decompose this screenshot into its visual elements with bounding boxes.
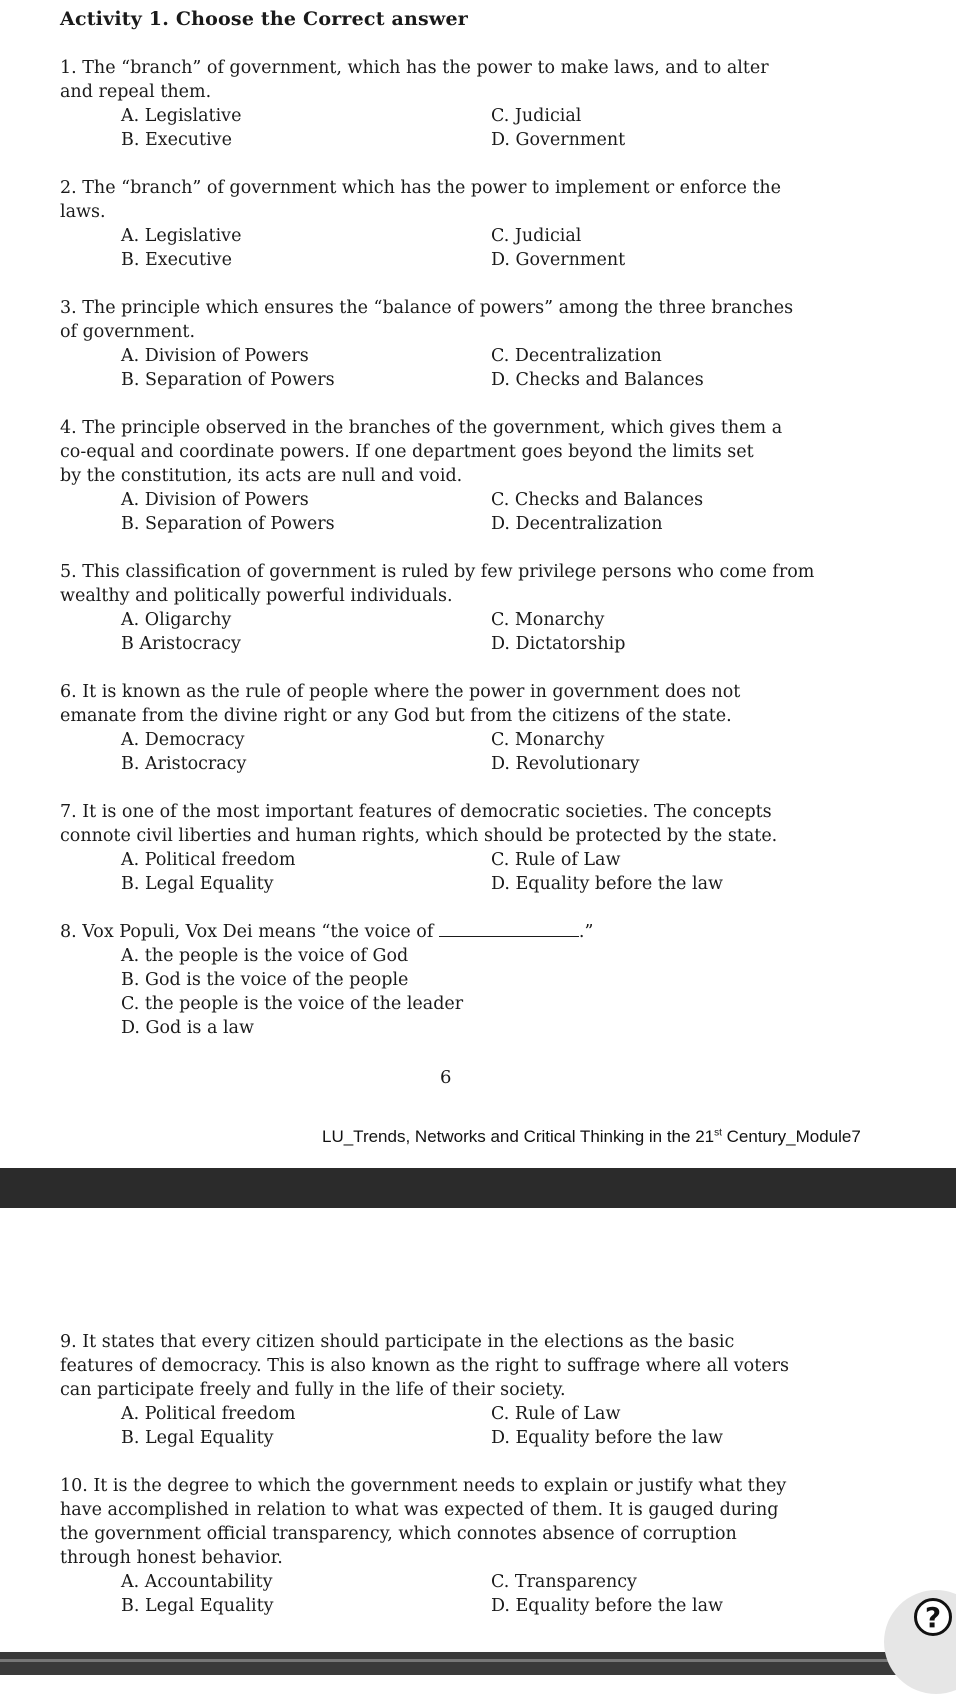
footer-text-after: Century_Module7 (721, 1127, 861, 1146)
choice-c: C. Transparency (491, 1572, 637, 1592)
choice-d: D. Decentralization (491, 514, 663, 534)
choice-b: B Aristocracy (121, 634, 241, 654)
question-6 (60, 680, 850, 776)
choice-b: B. God is the voice of the people (121, 970, 409, 990)
answer-blank[interactable] (439, 922, 579, 937)
question-text: 9. It states that every citizen should participate in the elections as the basic features of democracy. This is also known as the right to suffrage where all voters can participate freely and fully in the life of their society. (60, 1332, 789, 1400)
choices (60, 944, 850, 1040)
question-1 (60, 56, 850, 152)
choice-b: B. Separation of Powers (121, 514, 335, 534)
activity-title: Activity 1. Choose the Correct answer (60, 8, 468, 30)
choices (60, 848, 850, 896)
question-text: 3. The principle which ensures the “balance of powers” among the three branches of government. (60, 298, 794, 342)
question-5 (60, 560, 850, 656)
choice-d: D. Equality before the law (491, 874, 723, 894)
choice-b: B. Legal Equality (121, 1596, 274, 1616)
question-9 (60, 1330, 850, 1450)
choice-b: B. Aristocracy (121, 754, 247, 774)
question-text: 7. It is one of the most important features of democratic societies. The concepts connote civil liberties and human rights, which should be protected by the state. (60, 802, 778, 846)
question-10 (60, 1474, 850, 1618)
question-text: 2. The “branch” of government which has the power to implement or enforce the laws. (60, 178, 782, 222)
choice-a: A. Legislative (121, 226, 242, 246)
choice-d: D. Equality before the law (491, 1428, 723, 1448)
choices (60, 728, 850, 776)
choice-b: B. Legal Equality (121, 1428, 274, 1448)
choice-a: A. Oligarchy (121, 610, 232, 630)
footer-text-before: LU_Trends, Networks and Critical Thinking in the 21 (322, 1127, 715, 1146)
choice-a: A. the people is the voice of God (121, 946, 409, 966)
choice-c: C. Monarchy (491, 730, 605, 750)
choices (60, 1570, 850, 1618)
bottom-bar (0, 1652, 956, 1675)
choice-d: D. Checks and Balances (491, 370, 704, 390)
choice-c: C. Monarchy (491, 610, 605, 630)
choice-a: A. Political freedom (121, 1404, 296, 1424)
choice-d: D. Government (491, 130, 626, 150)
choice-a: A. Democracy (121, 730, 245, 750)
question-7 (60, 800, 850, 896)
choice-a: A. Accountability (121, 1572, 273, 1592)
question-text: 10. It is the degree to which the government needs to explain or justify what they have accomplished in relation to what was expected of them. It is gauged during the government official transparency, which connotes absence of corruption through honest behavior. (60, 1476, 787, 1568)
choice-a: A. Legislative (121, 106, 242, 126)
question-text-before: 8. Vox Populi, Vox Dei means “the voice of (60, 922, 439, 942)
choice-d: D. Revolutionary (491, 754, 640, 774)
choice-b: B. Executive (121, 250, 232, 270)
choice-c: C. Rule of Law (491, 850, 621, 870)
choice-c: C. Judicial (491, 226, 582, 246)
choices (60, 224, 850, 272)
choices (60, 488, 850, 536)
choice-d: D. Dictatorship (491, 634, 626, 654)
footer-superscript: st (714, 1127, 722, 1139)
choices (60, 344, 850, 392)
question-3 (60, 296, 850, 392)
question-4 (60, 416, 850, 536)
question-text-after: .” (578, 922, 594, 942)
choices (60, 104, 850, 152)
choice-b: B. Legal Equality (121, 874, 274, 894)
choice-d: D. God is a law (121, 1018, 254, 1038)
question-text: 6. It is known as the rule of people where the power in government does not emanate from the divine right or any God but from the citizens of the state. (60, 682, 741, 726)
choice-d: D. Equality before the law (491, 1596, 723, 1616)
module-footer (322, 1127, 861, 1147)
choices (60, 608, 850, 656)
question-text: 1. The “branch” of government, which has the power to make laws, and to alter and repeal them. (60, 58, 769, 102)
bottom-bar-line (0, 1659, 956, 1662)
choice-b: B. Executive (121, 130, 232, 150)
page-separator (0, 1168, 956, 1208)
choice-c: C. Decentralization (491, 346, 662, 366)
choice-a: A. Division of Powers (121, 346, 309, 366)
question-text: 4. The principle observed in the branches of the government, which gives them a co-equal and coordinate powers. If one department goes beyond the limits set by the constitution, its acts are null and void. (60, 418, 783, 486)
question-2 (60, 176, 850, 272)
question-mark-icon[interactable]: ? (914, 1598, 952, 1636)
question-text: 5. This classification of government is ruled by few privilege persons who come from wealthy and politically powerful individuals. (60, 562, 815, 606)
choices (60, 1402, 850, 1450)
choice-d: D. Government (491, 250, 626, 270)
choice-c: C. Checks and Balances (491, 490, 704, 510)
choice-c: C. Judicial (491, 106, 582, 126)
choice-c: C. Rule of Law (491, 1404, 621, 1424)
choice-b: B. Separation of Powers (121, 370, 335, 390)
choice-a: A. Political freedom (121, 850, 296, 870)
choice-a: A. Division of Powers (121, 490, 309, 510)
question-text (60, 920, 850, 944)
page-number: 6 (440, 1067, 452, 1088)
question-8 (60, 920, 850, 1040)
choice-c: C. the people is the voice of the leader (121, 994, 464, 1014)
